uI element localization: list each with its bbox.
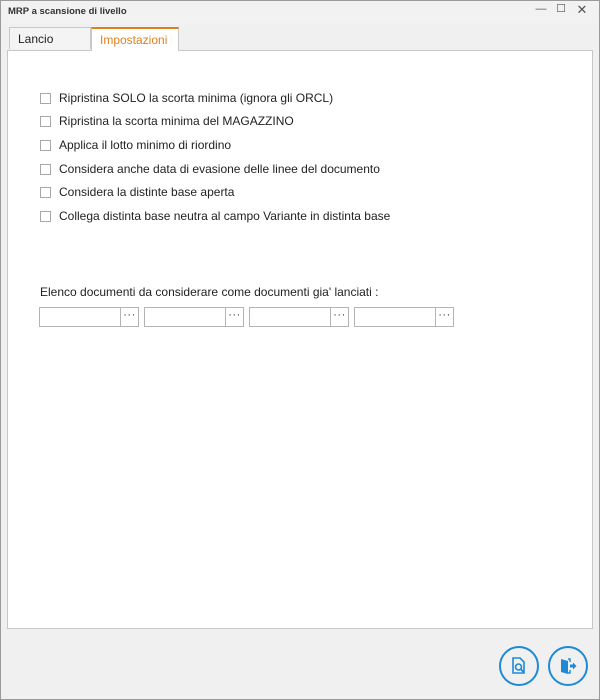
document-field-3[interactable]	[249, 307, 349, 327]
browse-button[interactable]: ···	[225, 308, 243, 326]
option-lotto-minimo[interactable]	[40, 136, 231, 154]
checkbox-label: Ripristina la scorta minima del MAGAZZINO	[59, 114, 294, 128]
option-ripristina-scorta-magazzino[interactable]	[40, 112, 294, 130]
preview-button[interactable]	[499, 646, 539, 686]
maximize-button[interactable]: ☐	[556, 3, 566, 15]
tab-strip	[7, 27, 593, 50]
option-distinte-base-aperta[interactable]	[40, 183, 234, 201]
checkbox[interactable]	[40, 116, 51, 127]
browse-button[interactable]: ···	[435, 308, 453, 326]
documents-label: Elenco documenti da considerare come documenti gia' lanciati :	[40, 285, 379, 299]
document-field-1[interactable]	[39, 307, 139, 327]
browse-button[interactable]: ···	[330, 308, 348, 326]
minimize-button[interactable]: —	[535, 3, 547, 15]
exit-door-icon	[558, 656, 578, 676]
checkbox-label: Ripristina SOLO la scorta minima (ignora gli ORCL)	[59, 91, 334, 105]
checkbox[interactable]	[40, 140, 51, 151]
document-field-4[interactable]	[354, 307, 454, 327]
window-title: MRP a scansione di livello	[8, 6, 127, 17]
checkbox-label: Applica il lotto minimo di riordino	[59, 138, 232, 152]
title-bar[interactable]	[1, 1, 599, 23]
document-field-2[interactable]	[144, 307, 244, 327]
browse-button[interactable]: ···	[120, 308, 138, 326]
option-distinta-neutra-variante[interactable]	[40, 207, 390, 225]
checkbox[interactable]	[40, 164, 51, 175]
exit-button[interactable]	[548, 646, 588, 686]
option-ripristina-solo-scorta[interactable]	[40, 89, 333, 107]
checkbox[interactable]	[40, 93, 51, 104]
settings-panel	[7, 50, 593, 629]
close-button[interactable]: ✕	[576, 2, 588, 17]
tab-lancio-mrp[interactable]: Lancio	[9, 27, 91, 49]
checkbox[interactable]	[40, 211, 51, 222]
checkbox-label: Collega distinta base neutra al campo Variante in distinta base	[59, 209, 391, 223]
checkbox-label: Considera la distinte base aperta	[59, 185, 235, 199]
document-search-icon	[509, 656, 529, 676]
checkbox[interactable]	[40, 187, 51, 198]
checkbox-label: Considera anche data di evasione delle linee del documento	[59, 162, 380, 176]
option-data-evasione[interactable]	[40, 160, 380, 178]
tab-impostazioni[interactable]: Impostazioni	[91, 27, 179, 51]
